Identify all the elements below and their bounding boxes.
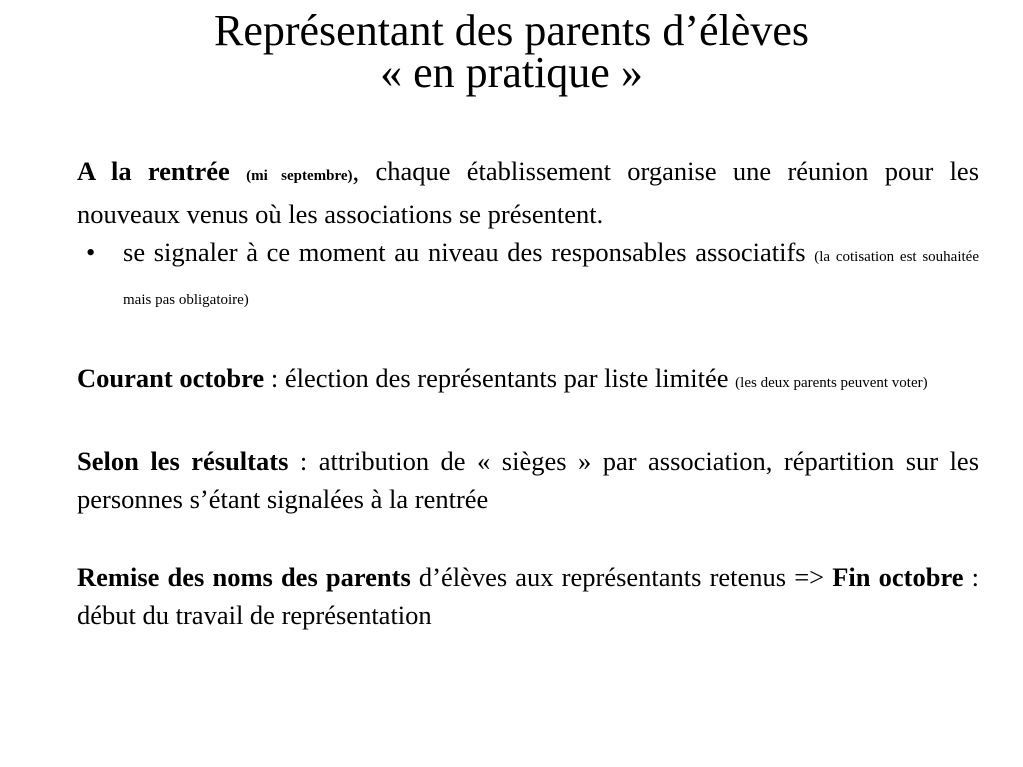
list-item <box>77 233 979 319</box>
paragraph-rentree <box>77 152 979 233</box>
slide-title <box>0 6 1023 97</box>
bullet-list <box>77 233 979 319</box>
rentree-heading: A la rentrée <box>77 156 230 186</box>
fin-octobre-text: : début du travail de représentation <box>77 562 979 630</box>
bullet-note: (la cotisation est souhaitée mais pas obligatoire) <box>123 249 979 308</box>
rentree-space <box>230 156 246 186</box>
bullet-text: se signaler à ce moment au niveau des responsables associatifs <box>123 237 815 267</box>
paragraph-resultats <box>77 442 979 518</box>
paragraph-octobre <box>77 359 979 402</box>
remise-heading: Remise des noms des parents <box>77 562 411 592</box>
resultats-heading: Selon les résultats <box>77 446 289 476</box>
octobre-note: (les deux parents peuvent voter) <box>735 375 928 391</box>
octobre-heading: Courant octobre <box>77 363 265 393</box>
title-line-2: « en pratique » <box>380 48 643 97</box>
rentree-date-note: (mi septembre) <box>246 168 353 184</box>
slide-body <box>77 152 979 634</box>
rentree-comma: , <box>352 156 360 186</box>
paragraph-remise <box>77 558 979 634</box>
octobre-text: : élection des représentants par liste limitée <box>264 363 736 393</box>
fin-octobre-heading: Fin octobre <box>832 562 964 592</box>
remise-text: d’élèves aux représentants retenus => <box>410 562 833 592</box>
rentree-text: chaque établissement organise une réunion pour les nouveaux venus où les associations se présentent. <box>77 156 980 229</box>
resultats-text: : attribution de « sièges » par association, répartition sur les personnes s’étant signalées à la rentrée <box>77 446 980 514</box>
bullet-icon: • <box>86 237 96 267</box>
title-line-1: Représentant des parents d’élèves <box>214 6 809 55</box>
